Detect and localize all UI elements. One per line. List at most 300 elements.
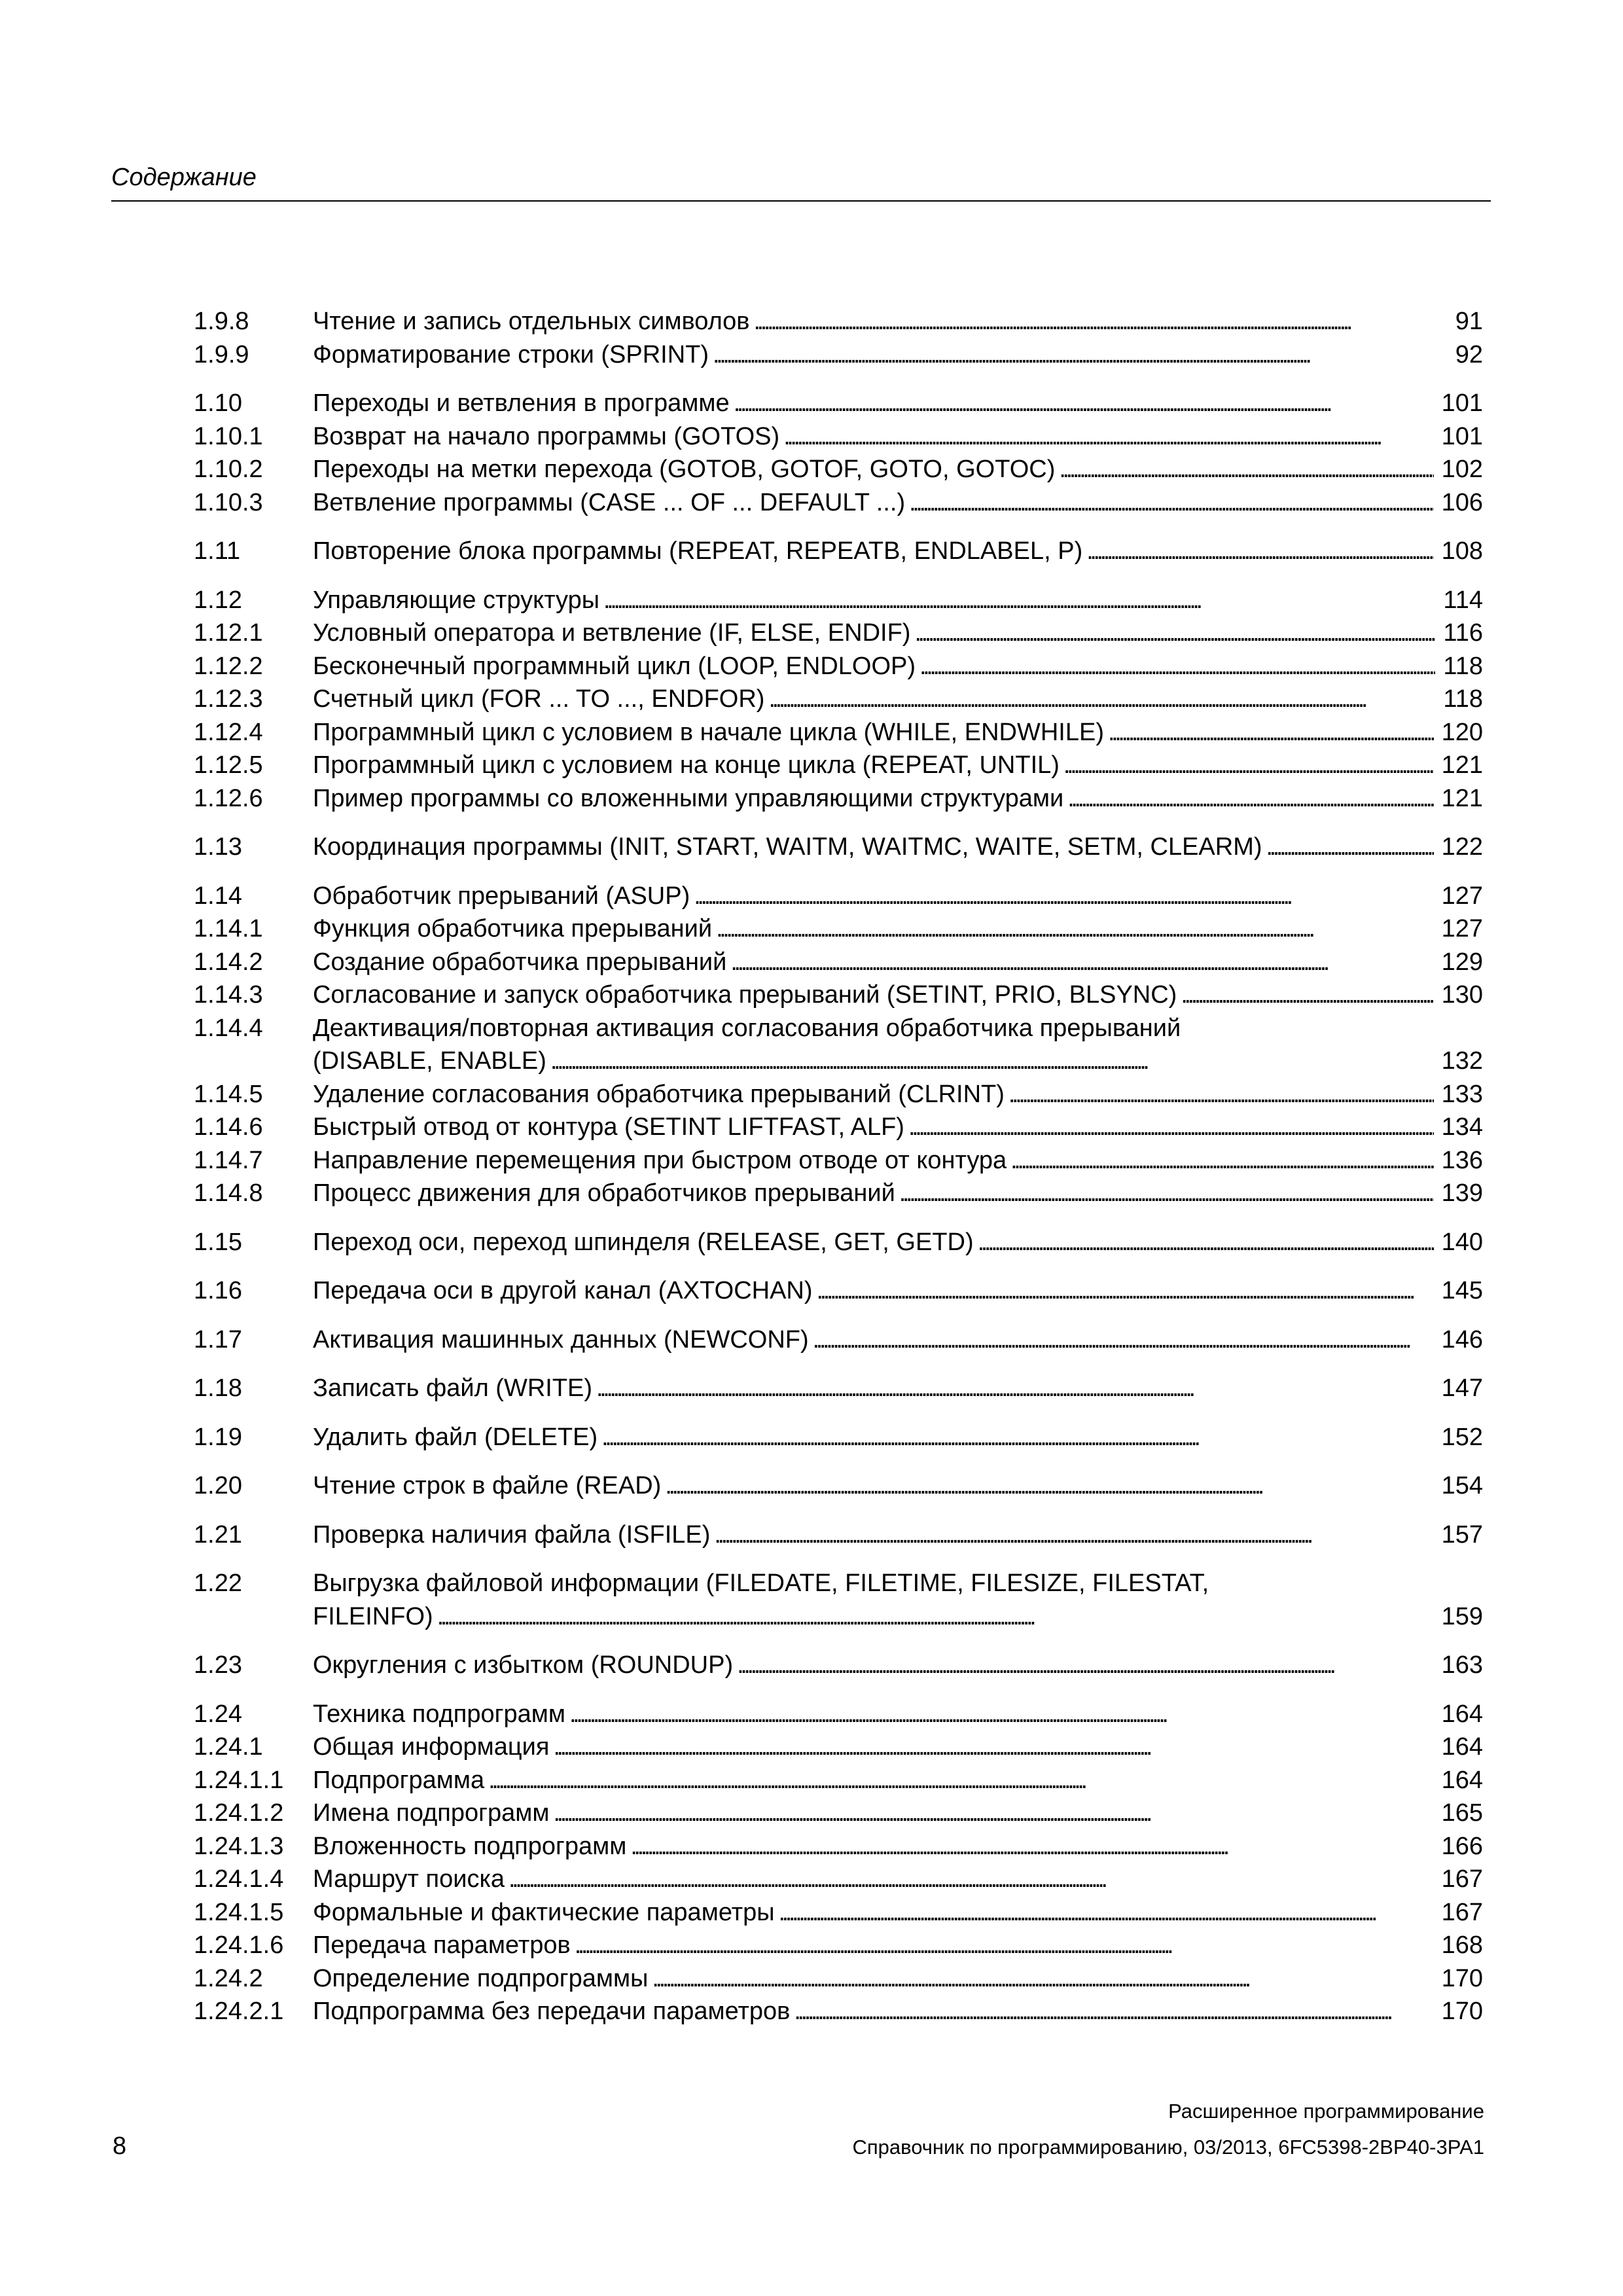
toc-entry-page: 157 — [1441, 1520, 1483, 1549]
toc-dot-leader — [908, 1111, 1434, 1144]
toc-dot-leader — [569, 1698, 1434, 1731]
toc-dot-leader — [730, 946, 1433, 979]
toc-entry[interactable] — [194, 1995, 1483, 2028]
toc-entry-line — [313, 1567, 1483, 1600]
toc-entry[interactable] — [194, 1177, 1483, 1210]
toc-entry-line — [313, 1469, 1483, 1503]
toc-entry[interactable] — [194, 912, 1483, 946]
toc-entry-line — [313, 453, 1483, 486]
toc-dot-leader — [488, 1764, 1433, 1797]
toc-dot-leader — [1067, 782, 1433, 816]
toc-entry-title: Подпрограмма — [313, 1766, 485, 1794]
toc-entry-line — [313, 420, 1483, 454]
toc-entry-body — [313, 1372, 1483, 1405]
toc-entry-number: 1.24.1.6 — [194, 1931, 284, 1959]
toc-entry-title: Передача оси в другой канал (AXTOCHAN) — [313, 1277, 813, 1304]
toc-dot-leader — [553, 1731, 1433, 1764]
toc-entry-line — [313, 749, 1483, 782]
toc-entry-body — [313, 1830, 1483, 1863]
toc-entry-number: 1.9.8 — [194, 308, 249, 335]
toc-entry-number: 1.24.1.5 — [194, 1898, 284, 1926]
toc-entry[interactable] — [194, 338, 1483, 372]
toc-entry-page: 159 — [1441, 1602, 1483, 1630]
toc-group — [194, 880, 1483, 1210]
toc-entry-page: 121 — [1441, 784, 1483, 812]
toc-entry-line — [313, 1797, 1483, 1830]
toc-entry-line — [313, 1649, 1483, 1682]
toc-entry-page: 170 — [1441, 1964, 1483, 1992]
toc-dot-leader — [1266, 831, 1434, 864]
toc-dot-leader — [694, 880, 1433, 913]
toc-dot-leader — [794, 1995, 1433, 2028]
toc-entry-number: 1.12.5 — [194, 751, 263, 779]
toc-entry-page: 167 — [1441, 1865, 1483, 1893]
toc-entry-line — [313, 1764, 1483, 1797]
toc-entry-page: 168 — [1441, 1931, 1483, 1959]
toc-entry-page: 101 — [1441, 422, 1483, 450]
toc-entry-number: 1.14.1 — [194, 915, 263, 942]
toc-entry-page: 134 — [1441, 1113, 1483, 1141]
toc-entry-body — [313, 946, 1483, 979]
toc-dot-leader — [754, 305, 1448, 338]
toc-entry[interactable] — [194, 880, 1483, 913]
toc-entry-line — [313, 1600, 1483, 1634]
toc-entry[interactable] — [194, 1518, 1483, 1552]
toc-entry-number: 1.9.9 — [194, 340, 249, 368]
toc-entry[interactable] — [194, 650, 1483, 683]
footer-book-title: Расширенное программирование — [1168, 2100, 1484, 2123]
toc-entry-title: Удалить файл (DELETE) — [313, 1423, 598, 1451]
toc-entry[interactable] — [194, 1698, 1483, 1731]
header-divider — [111, 200, 1491, 202]
toc-group — [194, 535, 1483, 568]
toc-entry-body — [313, 1177, 1483, 1210]
toc-entry-page: 129 — [1441, 948, 1483, 976]
toc-entry[interactable] — [194, 1111, 1483, 1144]
toc-entry-title: Переходы и ветвления в программе — [313, 389, 730, 417]
toc-dot-leader — [596, 1372, 1434, 1405]
toc-entry[interactable] — [194, 1929, 1483, 1962]
toc-entry-line — [313, 1012, 1483, 1045]
toc-entry-page: 101 — [1441, 389, 1483, 417]
toc-entry-line — [313, 305, 1483, 338]
toc-group — [194, 387, 1483, 519]
toc-entry-number: 1.10.2 — [194, 456, 263, 483]
toc-entry-body — [313, 683, 1483, 716]
toc-entry-body — [313, 1962, 1483, 1996]
toc-entry-title: Программный цикл с условием на конце цикла (REPEAT, UNTIL) — [313, 751, 1060, 779]
toc-dot-leader — [437, 1600, 1434, 1634]
toc-entry-title: Деактивация/повторная активация согласования обработчика прерываний — [313, 1014, 1181, 1042]
toc-entry[interactable] — [194, 716, 1483, 749]
toc-entry-title: Формальные и фактические параметры — [313, 1898, 775, 1926]
toc-dot-leader — [550, 1045, 1434, 1078]
toc-dot-leader — [652, 1962, 1433, 1996]
toc-entry-body — [313, 305, 1483, 338]
toc-entry-page: 139 — [1441, 1179, 1483, 1207]
toc-entry-line — [313, 1226, 1483, 1259]
toc-entry-page: 108 — [1441, 537, 1483, 565]
toc-group — [194, 1518, 1483, 1552]
toc-entry-number: 1.16 — [194, 1277, 242, 1304]
toc-entry-page: 130 — [1441, 981, 1483, 1009]
toc-entry-title: Удаление согласования обработчика прерываний (CLRINT) — [313, 1080, 1005, 1108]
toc-entry-number: 1.24.1.1 — [194, 1766, 284, 1794]
toc-entry-line — [313, 1518, 1483, 1552]
toc-entry-number: 1.14.5 — [194, 1080, 263, 1108]
toc-entry-body — [313, 617, 1483, 650]
toc-entry-number: 1.20 — [194, 1472, 242, 1499]
toc-group — [194, 831, 1483, 864]
toc-entry-title: Маршрут поиска — [313, 1865, 505, 1893]
toc-entry-body — [313, 912, 1483, 946]
toc-dot-leader — [1063, 749, 1434, 782]
toc-dot-leader — [601, 1421, 1433, 1454]
toc-entry[interactable] — [194, 1144, 1483, 1177]
toc-entry-body — [313, 420, 1483, 454]
toc-entry-line — [313, 716, 1483, 749]
toc-entry[interactable] — [194, 946, 1483, 979]
toc-entry-body — [313, 749, 1483, 782]
toc-entry-body — [313, 338, 1483, 372]
toc-entry-line — [313, 584, 1483, 617]
toc-entry-title: FILEINFO) — [313, 1602, 433, 1630]
toc-entry-title: Вложенность подпрограмм — [313, 1832, 627, 1860]
toc-entry-title: Условный оператора и ветвление (IF, ELSE, ENDIF) — [313, 619, 911, 647]
toc-entry-number: 1.24.2.1 — [194, 1998, 284, 2025]
toc-dot-leader — [1108, 716, 1434, 749]
toc-entry-line — [313, 782, 1483, 816]
toc-dot-leader — [508, 1863, 1434, 1896]
toc-entry-body — [313, 1797, 1483, 1830]
toc-entry-body — [313, 486, 1483, 520]
toc-entry-title: Пример программы со вложенными управляющими структурами — [313, 784, 1064, 812]
toc-entry-page: 164 — [1441, 1733, 1483, 1761]
toc-entry-number: 1.14.2 — [194, 948, 263, 976]
table-of-contents — [194, 305, 1483, 2044]
toc-entry-line — [313, 1929, 1483, 1962]
toc-dot-leader — [817, 1274, 1434, 1308]
toc-entry-page: 132 — [1441, 1047, 1483, 1075]
toc-dot-leader — [813, 1323, 1434, 1357]
toc-dot-leader — [734, 387, 1434, 420]
toc-entry-number: 1.18 — [194, 1374, 242, 1402]
toc-dot-leader — [899, 1177, 1434, 1210]
toc-entry-line — [313, 912, 1483, 946]
toc-entry-number: 1.17 — [194, 1325, 242, 1354]
toc-entry-line — [313, 1078, 1483, 1111]
toc-entry-body — [313, 831, 1483, 864]
toc-entry-body — [313, 1518, 1483, 1552]
toc-entry-number: 1.14.3 — [194, 981, 263, 1009]
toc-entry-line — [313, 1962, 1483, 1996]
toc-entry-title: Координация программы (INIT, START, WAITM, WAITMC, WAITE, SETM, CLEARM) — [313, 833, 1262, 861]
toc-entry-number: 1.10.3 — [194, 488, 263, 516]
toc-entry-page: 102 — [1441, 456, 1483, 483]
toc-entry[interactable] — [194, 978, 1483, 1012]
toc-entry-number: 1.22 — [194, 1570, 242, 1597]
toc-entry-number: 1.12.6 — [194, 784, 263, 812]
toc-entry-title: Функция обработчика прерываний — [313, 915, 713, 942]
toc-entry[interactable] — [194, 1764, 1483, 1797]
toc-entry-title: Форматирование строки (SPRINT) — [313, 340, 709, 368]
toc-entry-body — [313, 1698, 1483, 1731]
toc-dot-leader — [783, 420, 1433, 454]
toc-entry-page: 136 — [1441, 1146, 1483, 1174]
toc-entry-number: 1.14.8 — [194, 1179, 263, 1207]
toc-entry-body — [313, 1274, 1483, 1308]
toc-entry-page: 114 — [1443, 586, 1483, 614]
toc-entry[interactable] — [194, 453, 1483, 486]
toc-dot-leader — [768, 683, 1435, 716]
toc-entry-body — [313, 1226, 1483, 1259]
toc-entry-line — [313, 1045, 1483, 1078]
toc-entry-page: 146 — [1441, 1325, 1483, 1354]
toc-entry[interactable] — [194, 1078, 1483, 1111]
toc-entry-line — [313, 1863, 1483, 1896]
toc-entry[interactable] — [194, 420, 1483, 454]
toc-entry-number: 1.21 — [194, 1520, 242, 1549]
toc-entry-page: 91 — [1455, 308, 1483, 335]
toc-entry-title: Подпрограмма без передачи параметров — [313, 1998, 791, 2025]
toc-entry-page: 163 — [1441, 1651, 1483, 1679]
toc-entry-line — [313, 831, 1483, 864]
toc-entry-page: 164 — [1441, 1766, 1483, 1794]
toc-entry-page: 106 — [1441, 488, 1483, 516]
toc-entry-line — [313, 338, 1483, 372]
toc-entry-line — [313, 1274, 1483, 1308]
toc-group — [194, 1421, 1483, 1454]
toc-entry[interactable] — [194, 1797, 1483, 1830]
toc-entry-body — [313, 1649, 1483, 1682]
toc-entry-number: 1.12.1 — [194, 619, 263, 647]
toc-entry-title: Выгрузка файловой информации (FILEDATE, FILETIME, FILESIZE, FILESTAT, — [313, 1570, 1209, 1597]
toc-entry-body — [313, 1012, 1483, 1078]
toc-entry[interactable] — [194, 1567, 1483, 1633]
toc-entry-title: Согласование и запуск обработчика прерываний (SETINT, PRIO, BLSYNC) — [313, 981, 1177, 1009]
toc-entry-page: 167 — [1441, 1898, 1483, 1926]
toc-entry-page: 127 — [1441, 915, 1483, 942]
toc-entry-title: Процесс движения для обработчиков прерываний — [313, 1179, 895, 1207]
toc-entry-body — [313, 716, 1483, 749]
toc-group — [194, 305, 1483, 371]
toc-entry-line — [313, 1731, 1483, 1764]
toc-entry-number: 1.12.3 — [194, 685, 263, 713]
toc-dot-leader — [665, 1469, 1433, 1503]
toc-dot-leader — [630, 1830, 1433, 1863]
toc-entry-body — [313, 1929, 1483, 1962]
toc-entry-title: Общая информация — [313, 1733, 550, 1761]
toc-entry-body — [313, 1567, 1483, 1633]
toc-entry[interactable] — [194, 1372, 1483, 1405]
toc-entry-title: Чтение строк в файле (READ) — [313, 1472, 662, 1499]
toc-group — [194, 584, 1483, 816]
toc-entry-number: 1.24.2 — [194, 1964, 263, 1992]
toc-entry[interactable] — [194, 1274, 1483, 1308]
toc-entry[interactable] — [194, 1896, 1483, 1929]
toc-dot-leader — [1008, 1078, 1434, 1111]
toc-entry-title: Переход оси, переход шпинделя (RELEASE, GET, GETD) — [313, 1228, 974, 1256]
toc-entry-page: 122 — [1441, 833, 1483, 861]
toc-entry-body — [313, 1078, 1483, 1111]
toc-entry-number: 1.24 — [194, 1700, 242, 1728]
toc-entry[interactable] — [194, 1962, 1483, 1996]
toc-dot-leader — [714, 1518, 1433, 1552]
toc-entry-page: 165 — [1441, 1799, 1483, 1827]
toc-entry-line — [313, 617, 1483, 650]
toc-entry-body — [313, 1144, 1483, 1177]
toc-entry-title: Чтение и запись отдельных символов — [313, 308, 750, 335]
toc-entry-number: 1.12.4 — [194, 718, 263, 746]
toc-group — [194, 1469, 1483, 1503]
toc-entry-number: 1.13 — [194, 833, 242, 861]
toc-entry-body — [313, 584, 1483, 617]
toc-entry[interactable] — [194, 1830, 1483, 1863]
toc-entry-body — [313, 387, 1483, 420]
toc-entry-number: 1.12.2 — [194, 652, 263, 680]
toc-dot-leader — [1086, 535, 1433, 568]
toc-entry-page: 170 — [1441, 1998, 1483, 2025]
toc-entry-page: 118 — [1443, 652, 1483, 680]
toc-entry[interactable] — [194, 305, 1483, 338]
toc-entry[interactable] — [194, 1731, 1483, 1764]
toc-entry-body — [313, 1323, 1483, 1357]
toc-entry-body — [313, 1896, 1483, 1929]
toc-entry-page: 147 — [1441, 1374, 1483, 1402]
toc-entry-page: 164 — [1441, 1700, 1483, 1728]
toc-entry[interactable] — [194, 1226, 1483, 1259]
toc-dot-leader — [919, 650, 1435, 683]
toc-entry[interactable] — [194, 749, 1483, 782]
toc-entry[interactable] — [194, 1649, 1483, 1682]
toc-entry-title: Обработчик прерываний (ASUP) — [313, 882, 690, 910]
toc-entry[interactable] — [194, 1421, 1483, 1454]
toc-entry-line — [313, 683, 1483, 716]
footer-reference: Справочник по программированию, 03/2013, 6FC5398-2BP40-3PA1 — [852, 2136, 1484, 2159]
toc-entry-body — [313, 1995, 1483, 2028]
toc-entry[interactable] — [194, 1469, 1483, 1503]
toc-entry-line — [313, 1177, 1483, 1210]
toc-entry[interactable] — [194, 584, 1483, 617]
toc-entry-body — [313, 1764, 1483, 1797]
toc-entry-page: 121 — [1441, 751, 1483, 779]
toc-entry-page: 145 — [1441, 1277, 1483, 1304]
toc-entry-line — [313, 1144, 1483, 1177]
toc-entry-title: Передача параметров — [313, 1931, 571, 1959]
toc-group — [194, 1567, 1483, 1633]
toc-entry-number: 1.10.1 — [194, 422, 263, 450]
toc-dot-leader — [716, 912, 1434, 946]
toc-entry-page: 133 — [1441, 1080, 1483, 1108]
toc-entry[interactable] — [194, 1863, 1483, 1896]
toc-dot-leader — [978, 1226, 1434, 1259]
toc-entry-body — [313, 1111, 1483, 1144]
toc-entry-body — [313, 1421, 1483, 1454]
toc-dot-leader — [909, 486, 1433, 520]
toc-dot-leader — [713, 338, 1448, 372]
toc-entry-body — [313, 880, 1483, 913]
toc-entry-number: 1.12 — [194, 586, 242, 614]
toc-entry-page: 118 — [1443, 685, 1483, 713]
toc-entry[interactable] — [194, 831, 1483, 864]
toc-entry-number: 1.15 — [194, 1228, 242, 1256]
toc-group — [194, 1226, 1483, 1259]
toc-entry[interactable] — [194, 683, 1483, 716]
toc-entry-number: 1.23 — [194, 1651, 242, 1679]
toc-entry-line — [313, 1830, 1483, 1863]
toc-entry-line — [313, 1111, 1483, 1144]
toc-entry-number: 1.24.1.2 — [194, 1799, 284, 1827]
toc-dot-leader — [914, 617, 1435, 650]
toc-entry-line — [313, 486, 1483, 520]
toc-entry[interactable] — [194, 617, 1483, 650]
toc-entry-title: Управляющие структуры — [313, 586, 600, 614]
toc-dot-leader — [737, 1649, 1433, 1682]
toc-entry-body — [313, 1469, 1483, 1503]
toc-entry-number: 1.24.1 — [194, 1733, 263, 1761]
toc-entry[interactable] — [194, 1012, 1483, 1078]
toc-entry[interactable] — [194, 387, 1483, 420]
toc-entry-title: Техника подпрограмм — [313, 1700, 566, 1728]
toc-entry-title: Округления с избытком (ROUNDUP) — [313, 1651, 734, 1679]
toc-entry-number: 1.24.1.4 — [194, 1865, 284, 1893]
toc-entry-title: Быстрый отвод от контура (SETINT LIFTFAST, ALF) — [313, 1113, 904, 1141]
toc-entry-title: Счетный цикл (FOR ... TO ..., ENDFOR) — [313, 685, 765, 713]
toc-dot-leader — [575, 1929, 1434, 1962]
toc-dot-leader — [779, 1896, 1434, 1929]
toc-entry-line — [313, 535, 1483, 568]
toc-group — [194, 1274, 1483, 1308]
toc-entry-line — [313, 1323, 1483, 1357]
toc-entry-body — [313, 453, 1483, 486]
toc-entry-page: 166 — [1441, 1832, 1483, 1860]
toc-entry-page: 154 — [1441, 1472, 1483, 1499]
toc-entry-body — [313, 535, 1483, 568]
toc-entry-body — [313, 978, 1483, 1012]
toc-dot-leader — [1059, 453, 1433, 486]
toc-group — [194, 1698, 1483, 2028]
toc-entry-title: Возврат на начало программы (GOTOS) — [313, 422, 780, 450]
toc-entry-page: 92 — [1455, 340, 1483, 368]
page-number: 8 — [113, 2132, 127, 2160]
toc-entry-line — [313, 387, 1483, 420]
toc-entry-line — [313, 650, 1483, 683]
toc-entry-page: 127 — [1441, 882, 1483, 910]
toc-entry-title: Бесконечный программный цикл (LOOP, ENDLOOP) — [313, 652, 916, 680]
toc-entry-number: 1.14.6 — [194, 1113, 263, 1141]
toc-entry-page: 140 — [1441, 1228, 1483, 1256]
toc-entry-title: Повторение блока программы (REPEAT, REPEATB, ENDLABEL, P) — [313, 537, 1083, 565]
toc-dot-leader — [554, 1797, 1434, 1830]
toc-entry-line — [313, 1995, 1483, 2028]
toc-entry-body — [313, 1863, 1483, 1896]
toc-entry-line — [313, 1698, 1483, 1731]
toc-entry[interactable] — [194, 486, 1483, 520]
toc-entry-title: Переходы на метки перехода (GOTOB, GOTOF, GOTO, GOTOC) — [313, 456, 1056, 483]
toc-group — [194, 1323, 1483, 1357]
toc-entry[interactable] — [194, 535, 1483, 568]
toc-dot-leader — [1181, 978, 1433, 1012]
page-header-title: Содержание — [111, 164, 257, 191]
toc-entry[interactable] — [194, 1323, 1483, 1357]
toc-entry[interactable] — [194, 782, 1483, 816]
toc-entry-title: Ветвление программы (CASE ... OF ... DEFAULT ...) — [313, 488, 906, 516]
toc-entry-line — [313, 946, 1483, 979]
toc-entry-title: Проверка наличия файла (ISFILE) — [313, 1520, 711, 1549]
toc-dot-leader — [603, 584, 1435, 617]
toc-entry-title: Программный цикл с условием в начале цикла (WHILE, ENDWHILE) — [313, 718, 1104, 746]
toc-entry-number: 1.14 — [194, 882, 242, 910]
